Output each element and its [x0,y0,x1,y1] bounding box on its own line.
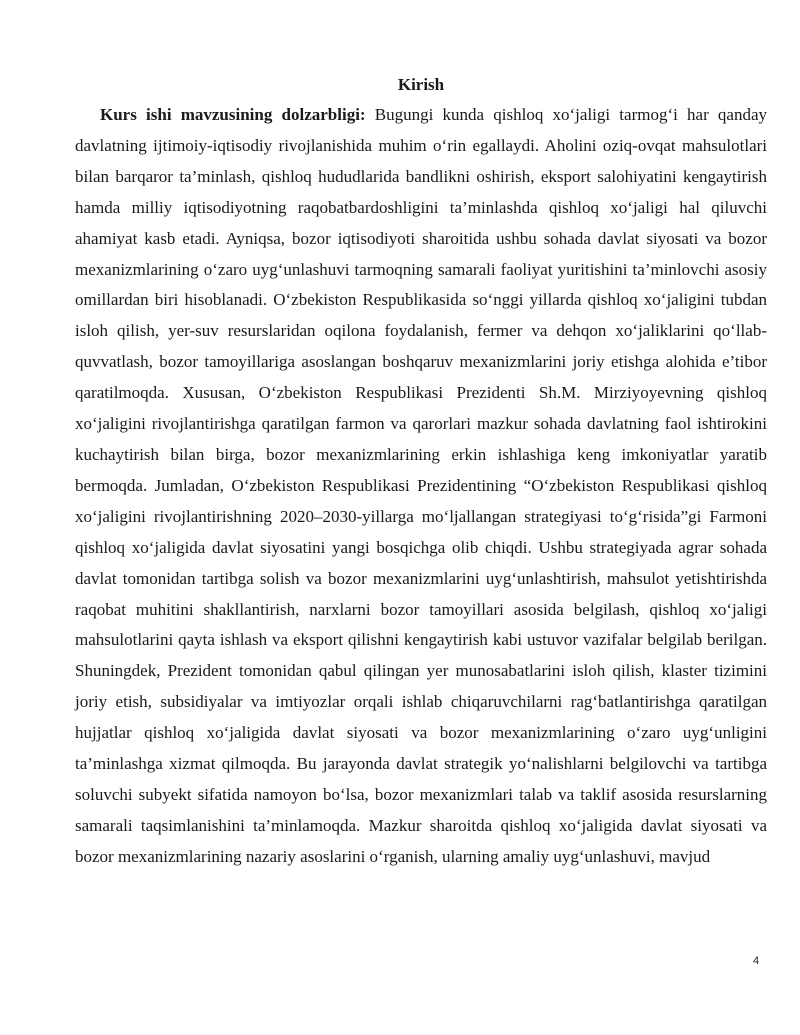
section-title: Kirish [397,75,445,94]
document-page [75,70,767,873]
page-number: 4 [753,955,760,967]
paragraph-lead: Kurs ishi mavzusining dolzarbligi: [100,105,366,124]
body-paragraph [75,100,767,873]
paragraph-text: Bugungi kunda qishloq xo‘jaligi tarmog‘i har qanday davlatning ijtimoiy-iqtisodiy rivojlanishida muhim o‘rin egallaydi. Aholini oziq-ovqat mahsulotlari bilan barqaror ta’minlash, qishloq hududlarida bandlikni oshirish, eksport salohiyatini kengaytirish hamda milliy iqtisodiyotning raqobatbardoshligini ta’minlashda qishloq xo‘jaligi hal qiluvchi ahamiyat kasb etadi. Ayniqsa, bozor iqtisodiyoti sharoitida ushbu sohada davlat siyosati va bozor mexanizmlarining o‘zaro uyg‘unlashuvi tarmoqning samarali faoliyat yuritishini ta’minlovchi asosiy omillardan biri hisoblanadi. O‘zbekiston Respublikasida so‘nggi yillarda qishloq xo‘jaligini tubdan isloh qilish, yer-suv resurslaridan oqilona foydalanish, fermer va dehqon xo‘jaliklarini qo‘llab-quvvatlash, bozor tamoyillariga asoslangan boshqaruv mexanizmlarini joriy etishga alohida e’tibor qaratilmoqda. Xususan, O‘zbekiston Respublikasi Prezidenti Sh.M. Mirziyoyevning qishloq xo‘jaligini rivojlantirishga qaratilgan farmon va qarorlari mazkur sohada davlatning faol ishtirokini kuchaytirish bilan birga, bozor mexanizmlarining erkin ishlashiga keng imkoniyatlar yaratib bermoqda. Jumladan, O‘zbekiston Respublikasi Prezidentining “O‘zbekiston Respublikasi qishloq xo‘jaligini rivojlantirishning 2020–2030-yillarga mo‘ljallangan strategiyasi to‘g‘risida”gi Farmoni qishloq xo‘jaligida davlat siyosatini yangi bosqichga olib chiqdi. Ushbu strategiyada agrar sohada davlat tomonidan tartibga solish va bozor mexanizmlarini uyg‘unlashtirish, mahsulot yetishtirishda raqobat muhitini shakllantirish, narxlarni bozor tamoyillari asosida belgilash, qishloq xo‘jaligi mahsulotlarini qayta ishlash va eksport qilishni kengaytirish kabi ustuvor vazifalar belgilab berilgan. Shuningdek, Prezident tomonidan qabul qilingan yer munosabatlarini isloh qilish, klaster tizimini joriy etish, subsidiyalar va imtiyozlar orqali ishlab chiqaruvchilarni rag‘batlantirishga qaratilgan hujjatlar qishloq xo‘jaligida davlat siyosati va bozor mexanizmlarining o‘zaro uyg‘unligini ta’minlashga xizmat qilmoqda. Bu jarayonda davlat strategik yo‘nalishlarni belgilovchi va tartibga soluvchi subyekt sifatida namoyon bo‘lsa, bozor mexanizmlari talab va taklif asosida resurslarning samarali taqsimlanishini ta’minlamoqda. Mazkur sharoitda qishloq xo‘jaligida davlat siyosati va bozor mexanizmlarining nazariy asoslarini o‘rganish, ularning amaliy uyg‘unlashuvi, mavjud [75,105,768,866]
